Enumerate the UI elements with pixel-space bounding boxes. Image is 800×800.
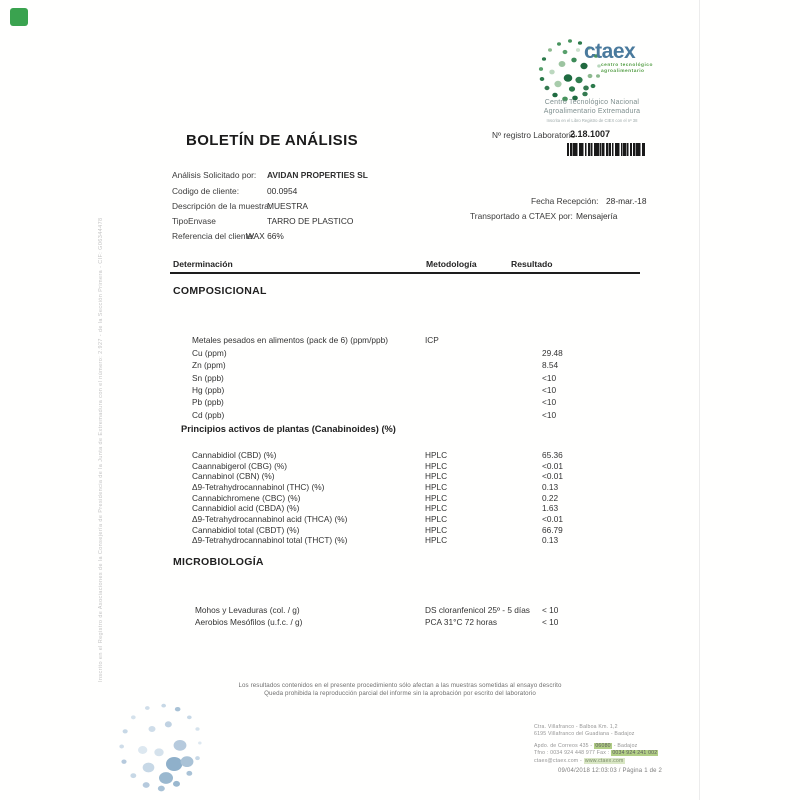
transport-label: Transportado a CTAEX por:: [470, 211, 573, 221]
result-cell: <0.01: [542, 514, 563, 524]
table-row: [0, 617, 700, 629]
ctaex-watermark-icon: [110, 694, 215, 799]
section-microbiologia: MICROBIOLOGÍA: [173, 556, 264, 568]
methodology-cell: DS cloranfenicol 25º - 5 días: [425, 605, 530, 615]
client-row-value: MUESTRA: [267, 201, 308, 211]
result-cell: 1.63: [542, 503, 559, 513]
methodology-cell: HPLC: [425, 493, 448, 503]
address-text: Tfno : 0034 924 448 977 Fax :: [534, 750, 610, 756]
col-header-result: Resultado: [511, 259, 553, 269]
result-cell: <10: [542, 410, 557, 420]
determination-cell: Zn (ppm): [192, 360, 226, 370]
client-row-label: Referencia del cliente:: [172, 231, 255, 241]
address-line3: [534, 743, 639, 749]
methodology-cell: ICP: [425, 335, 439, 345]
methodology-cell: HPLC: [425, 471, 448, 481]
client-row-value: AVIDAN PROPERTIES SL: [267, 170, 368, 180]
table-row: [0, 348, 700, 360]
determination-cell: Pb (ppb): [192, 397, 224, 407]
result-cell: < 10: [542, 617, 559, 627]
barcode: [567, 143, 645, 156]
green-badge: [10, 8, 28, 26]
address-text: - Badajoz: [613, 743, 638, 749]
determination-cell: Cannabidiol acid (CBDA) (%): [192, 503, 300, 513]
website-highlight: www.ctaex.com: [584, 758, 624, 764]
client-row-value: TARRO DE PLASTICO: [267, 216, 354, 226]
result-cell: 8.54: [542, 360, 559, 370]
result-cell: <0.01: [542, 471, 563, 481]
address-line4: [534, 750, 660, 756]
methodology-cell: HPLC: [425, 503, 448, 513]
ctaex-tagline: [601, 63, 653, 75]
client-row-label: TipoEnvase: [172, 216, 216, 226]
address-text: Apdo. de Correos 435 -: [534, 743, 593, 749]
determination-cell: Δ9-Tetrahydrocannabinol (THC) (%): [192, 482, 325, 492]
ctaex-wordmark: ctaex: [584, 40, 636, 63]
determination-cell: Cannabidiol (CBD) (%): [192, 450, 277, 460]
header-rule: [170, 272, 640, 274]
transport-value: Mensajería: [576, 211, 618, 221]
determination-cell: Sn (ppb): [192, 373, 224, 383]
address-line5: [534, 758, 627, 764]
table-row: [0, 605, 700, 617]
determination-cell: Cannabinol (CBN) (%): [192, 471, 275, 481]
determination-cell: Hg (ppb): [192, 385, 225, 395]
determination-cell: Caannabigerol (CBG) (%): [192, 461, 287, 471]
org-register-note: Inscrita en el Libro Registro de CIEX con el nº 38: [546, 118, 638, 123]
org-name-line1: Centro Tecnológico Nacional: [544, 99, 640, 106]
postal-code-highlight: 06080: [595, 743, 611, 749]
result-cell: 0.22: [542, 493, 559, 503]
org-name-line2: Agroalimentario Extremadura: [543, 108, 641, 115]
table-row: [0, 410, 700, 422]
determination-cell: Δ9-Tetrahydrocannabinol acid (THCA) (%): [192, 514, 348, 524]
disclaimer-line1: Los resultados contenidos en el presente procedimiento sólo afectan a las muestras sometidas al ensayo descrito: [238, 682, 562, 689]
reception-date-label: Fecha Recepción:: [531, 196, 599, 206]
client-row-value: WAX 66%: [246, 231, 284, 241]
determination-cell: Cd (ppb): [192, 410, 225, 420]
side-registry-note: Inscrito en el Registro de Asociaciones de la Consejería de Presidencia de la Junta de Extremadura con el número: 2.927 - de la Sección Primera - CIF: G06344478: [98, 217, 104, 682]
determination-cell: Cu (ppm): [192, 348, 227, 358]
methodology-cell: HPLC: [425, 514, 448, 524]
lab-register-label: Nº registro Laboratorio: [492, 130, 576, 140]
table-row: [0, 373, 700, 385]
determination-cell: Metales pesados en alimentos (pack de 6) (ppm/ppb): [192, 335, 389, 345]
methodology-cell: HPLC: [425, 461, 448, 471]
table-row: [0, 535, 700, 547]
result-cell: <10: [542, 397, 557, 407]
determination-cell: Cannabidiol total (CBDT) (%): [192, 525, 300, 535]
determination-cell: Mohos y Levaduras (col. / g): [195, 605, 300, 615]
determination-cell: Cannabichromene (CBC) (%): [192, 493, 301, 503]
reception-date-value: 28-mar.-18: [606, 196, 647, 206]
disclaimer-line2: Queda prohibida la reproducción parcial del informe sin la aprobación por escrito del laboratorio: [264, 690, 536, 697]
table-row: [0, 397, 700, 409]
address-line2: [534, 731, 637, 737]
client-row-label: Descripción de la muestra:: [172, 201, 272, 211]
result-cell: < 10: [542, 605, 559, 615]
methodology-cell: HPLC: [425, 535, 448, 545]
table-row: [0, 360, 700, 372]
table-row: [0, 335, 700, 347]
section-cannabinoids: Principios activos de plantas (Canabinoides) (%): [181, 424, 396, 434]
fax-number-highlight: 0034 924 241 002: [612, 750, 658, 756]
result-cell: <0.01: [542, 461, 563, 471]
address-line1: [534, 724, 620, 730]
result-cell: 65.36: [542, 450, 563, 460]
timestamp-page-info: 09/04/2018 12:03:03 / Página 1 de 2: [558, 768, 663, 774]
client-row-label: Análisis Solicitado por:: [172, 170, 257, 180]
methodology-cell: HPLC: [425, 450, 448, 460]
page-title: BOLETÍN DE ANÁLISIS: [186, 132, 359, 149]
col-header-methodology: Metodología: [426, 259, 477, 269]
client-row-label: Codigo de cliente:: [172, 186, 240, 196]
methodology-cell: HPLC: [425, 482, 448, 492]
result-cell: 0.13: [542, 482, 559, 492]
result-cell: <10: [542, 373, 557, 383]
determination-cell: Aerobios Mesófilos (u.f.c. / g): [195, 617, 303, 627]
ctaex-tagline-line1: centro tecnológico: [601, 63, 653, 68]
result-cell: <10: [542, 385, 557, 395]
methodology-cell: PCA 31°C 72 horas: [425, 617, 498, 627]
lab-register-value: 2.18.1007: [570, 129, 611, 139]
result-cell: 0.13: [542, 535, 559, 545]
methodology-cell: HPLC: [425, 525, 448, 535]
address-text: Ctra. Villafranco - Balboa Km. 1,2: [534, 724, 618, 730]
col-header-determination: Determinación: [173, 259, 233, 269]
determination-cell: Δ9-Tetrahydrocannabinol total (THCT) (%): [192, 535, 348, 545]
result-cell: 29.48: [542, 348, 563, 358]
table-row: [0, 385, 700, 397]
address-text: 6195 Villafranco del Guadiana - Badajoz: [534, 731, 635, 737]
client-row-value: 00.0954: [267, 186, 298, 196]
ctaex-tagline-line2: agroalimentario: [601, 69, 645, 74]
result-cell: 66.79: [542, 525, 563, 535]
scan-page-edge: [699, 0, 700, 800]
email-text: ctaex@ctaex.com -: [534, 758, 582, 764]
section-composicional: COMPOSICIONAL: [173, 285, 267, 297]
